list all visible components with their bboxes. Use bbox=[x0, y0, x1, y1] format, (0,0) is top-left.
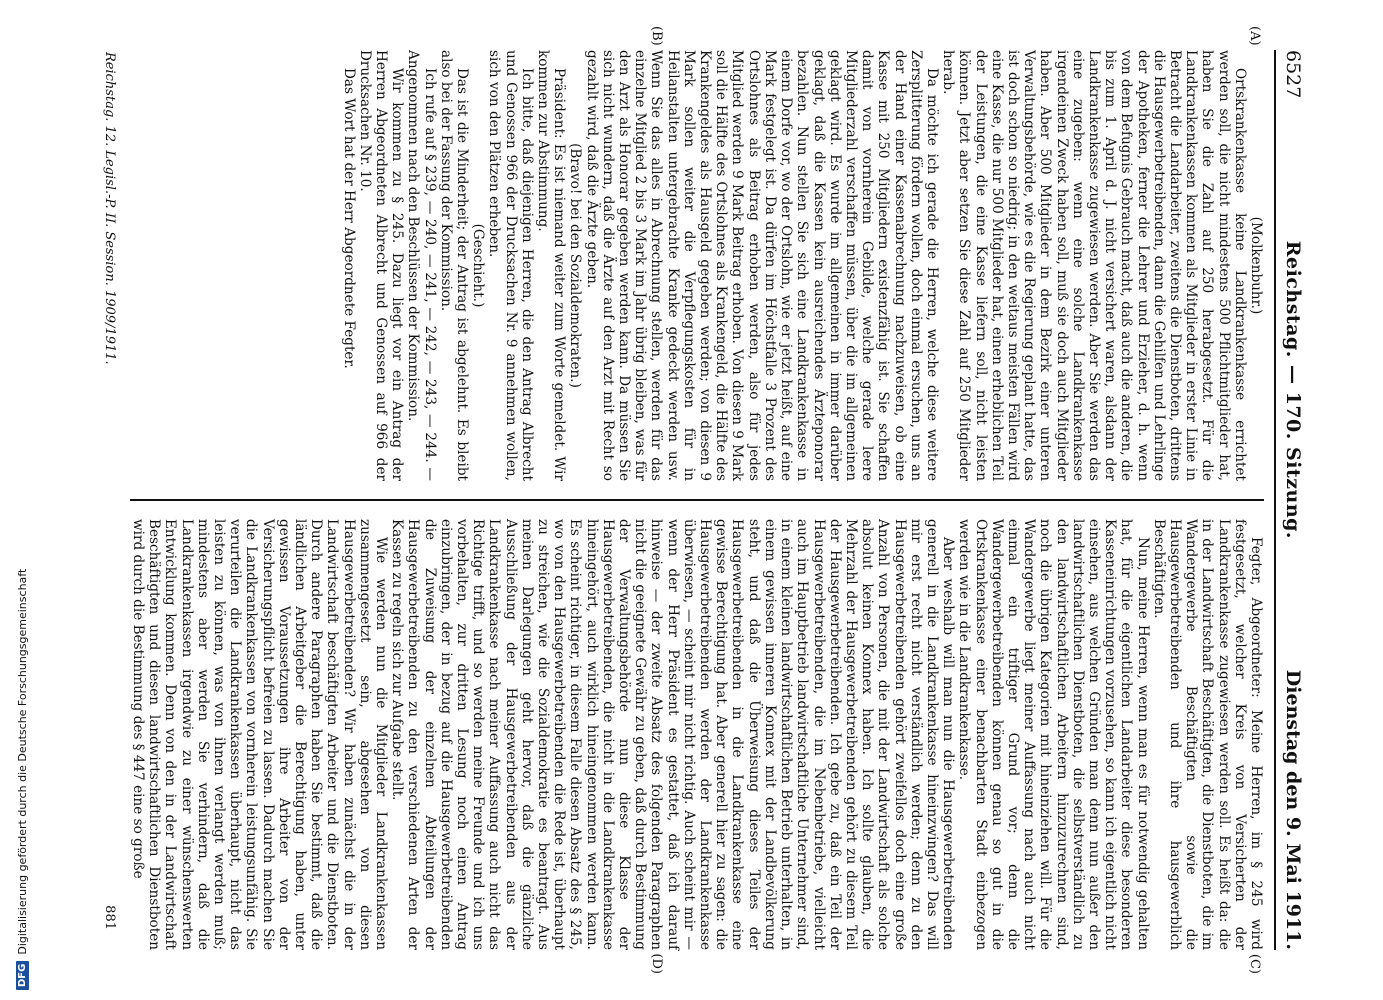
digitization-strip bbox=[0, 0, 40, 1000]
digitization-note: Digitalisierung gefördert durch die Deutsche Forschungsgemeinschaft bbox=[15, 568, 29, 955]
paragraph: Wir kommen zu § 245. Dazu liegt vor ein Antrag der Herren Abgeordneten Albrecht und Genossen auf 966 der Drucksachen Nr. 10. bbox=[356, 50, 406, 481]
paragraph: Da möchte ich gerade die Herren, welche diese weitere Zersplitterung fördern wollen, doch einmal ersuchen, uns an der Hand einer Kassenabrechnung nachzuweisen, ob eine Kasse mit 250 Mitgliedern existenzfähig ist. Sie schaffen damit von vornherein Gebilde, welche gerade leere Mitgliederzahl verschaffen müssen, über die im allgemeinen geklagt wird. Es wurde im allgemeinen in immer darüber geklagt, daß die Kassen kein ausreichendes Ärzteponorar bezahlen. Nun stellen Sie sich eine Landkrankenkasse in einem Dorfe vor, wo der Ortslohn, wie er jetzt heißt, auf eine Mark festgelegt ist. Da dürfen im Höchstfalle 3 Prozent des Ortslohnes als Beitrag erhoben werden, also für jedes Mitglied werden 9 Mark Beitrag erhoben. Von diesen 9 Mark soll die Hälfte des Ortslohnes als Krankengeld, die Hälfte des Krankengeldes als Hausgeld gegeben werden; von diesen 9 Mark sollen weiter die Verpflegungskosten für in Heilanstalten untergebrachte Kranke gedeckt werden usw. Wenn Sie das alles in Abrechnung stellen, werden für das einzelne Mitglied 2 bis 3 Mark im Jahr übrig bleiben, was für den Arzt als Honorar gegeben werden kann. Da müssen Sie sich nicht wundern, daß die Ärzte auf den Arzt mit Recht so gezahlt wird, daß die Ärzte geben. bbox=[583, 50, 940, 481]
paragraph: Ortskrankenkasse keine Landkrankenkasse errichtet werden soll, die nicht mindestens 500 Pflichtmitglieder hat, haben Sie die Zahl auf 250 herabgesetzt. Für die Landkrankenkassen kommen als Mitglieder in erster Linie in Betracht die Landarbeiter, zweitens die Dienstboten, drittens die Hausgewerbetreibenden, dann die Gehilfen und Lehrlinge der Apotheken, ferner die Lehrer und Erzieher, d. h. wenn von dem Befugnis Gebrauch macht, daß auch die anderen, die bis zum 1. April d. J. nicht versichert waren, alsdann der Landkrankenkasse zugewiesen werden. Aber Sie werden das eine zugeben: wenn eine solche Landkrankenkasse irgendeinen Zweck haben soll, muß sie doch auch Mitglieder haben. Aber 500 Mitglieder in dem Bezirk einer unteren Verwaltungsbehörde, wie es die Regierung geplant hatte, das ist doch schon so niedrig; in den weitaus meisten Fällen wird eine Kasse, die nur 500 Mitglieder hat, einen erheblichen Teil der Leistungen, die eine Kasse liefern soll, nicht leisten können. Jetzt aber setzen Sie diese Zahl auf 250 Mitglieder herab. bbox=[940, 50, 1248, 481]
session-date: Dienstag den 9. Mai 1911. bbox=[1282, 669, 1304, 950]
document-page bbox=[50, 0, 1340, 1000]
text-columns bbox=[129, 26, 1264, 974]
margin-letter-a: (A) bbox=[1247, 26, 1262, 46]
right-column bbox=[130, 519, 1264, 950]
left-column bbox=[130, 50, 1264, 481]
paragraph: Präsident: Es ist niemand weiter zum Worte gemeldet. Wir kommen zur Abstimmung. bbox=[535, 50, 568, 481]
column-divider bbox=[130, 499, 1264, 501]
paragraph: Ich bitte, daß diejenigen Herren, die den Antrag Albrecht und Genossen 966 der Drucksachen Nr. 9 annehmen wollen, sich von den Plätzen erheben. bbox=[486, 50, 535, 481]
stage-note: (Geschieht.) bbox=[470, 223, 487, 308]
applause-note: (Bravo! bei den Sozialdemokraten.) bbox=[567, 143, 584, 388]
session-title: Reichstag. — 170. Sitzung. bbox=[1282, 240, 1304, 540]
paragraph: Das ist die Minderheit; der Antrag ist abgelehnt. Es bleibt also bei der Fassung der Kommission. bbox=[437, 50, 471, 481]
paragraph: Fegter, Abgeordneter: Meine Herren, im § 245 wird festgesetzt, welcher Kreis von Versicherten der Landkrankenkasse zugewiesen werden soll. Es heißt da: die in der Landwirtschaft Beschäftigten, die Dienstboten, die im Wandergewerbe Beschäftigten sowie die Hausgewerbetreibenden und ihre hausgewerblich Beschäftigten. bbox=[1150, 519, 1264, 950]
paragraph: Ich rufe auf § 239, — 240, — 241, — 242, — 243, — 244. — Angenommen nach den Beschlüssen der Kommission. bbox=[405, 50, 438, 481]
dfg-logo-icon: DFG bbox=[16, 961, 29, 990]
print-number: 881 bbox=[102, 905, 117, 930]
margin-letter-b: (B) bbox=[649, 26, 664, 46]
paragraph: Wie werden nun die Mitglieder Landkrankenkassen zusammengesetzt sein, abgesehen von diesen Hausgewerbetreibenden? Wir haben zunächst die in der Landwirtschaft beschäftigten Arbeiter und die Dienstboten. Durch andere Paragraphen haben Sie bestimmt, daß die ländlichen Arbeitgeber die Berechtigung haben, unter gewissen Voraussetzungen ihre Arbeiter von der Versicherungspflicht befreien zu lassen. Dadurch machen Sie die Landkrankenkassen von vornherein leistungsunfähig. Sie verurteilen die Landkrankenkassen überhaupt, nicht das leisten zu können, was von ihnen verlangt werden muß; mindestens aber werden Sie verhindern, daß die Landkrankenkassen irgendwie zu einer wünschenswerten Entwicklung kommen. Denn von den in der Landwirtschaft Beschäftigten und diesen landwirtschaftlichen Dienstboten wird durch die Bestimmung des § 447 eine so große bbox=[129, 519, 390, 950]
margin-letter-c: (C) bbox=[1247, 953, 1262, 974]
page-header bbox=[1274, 50, 1304, 950]
paragraph: Nun, meine Herren, wenn man es für notwendig gehalten hat, für die eigentlichen Landarbeiter diese besonderen Kasseneinrichtungen vorzusehen, so kann ich eigentlich nicht einsehen, aus welchen Gründen man denn nun außer den landwirtschaftlichen Dienstboten, die selbstverständlich zu den landwirtschaftlichen Arbeitern hinzuzurechnen sind, noch die übrigen Kategorien mit hineinziehen will. Für die Wandergewerbe liegt meiner Auffassung nach auch nicht einmal ein triftiger Grund vor; denn die Wandergewerbetreibenden können genau so gut in die Ortskrankenkasse einer benachbarten Stadt einbezogen werden wie in die Landkrankenkasse. bbox=[956, 519, 1151, 950]
margin-letter-d: (D) bbox=[649, 953, 664, 974]
speaker-note: (Molkenbuhr.) bbox=[1248, 216, 1264, 315]
paragraph: Das Wort hat der Herr Abgeordnete Fegter. bbox=[340, 68, 357, 369]
footer-citation: Reichstag. 12. Legisl.-P. II. Session. 1909/1911. bbox=[102, 52, 117, 365]
paragraph: Aber weshalb will man nun die Hausgewerbetreibenden generell in die Landkrankenkasse hineinzwingen? Das will mir erst recht nicht verständlich werden; denn zu den Hausgewerbetreibenden gehört zweifellos doch eine große Anzahl von Personen, die mit der Landwirtschaft als solche absolut keinen Konnex haben. Ich sollte glauben, die Mehrzahl der Hausgewerbetreibenden gehört zu diesem Teil der Hausgewerbetreibenden. Ich gebe zu, daß ein Teil der Hausgewerbetreibenden, die im Nebenbetriebe, vielleicht auch im Hauptbetrieb landwirtschaftliche Unternehmer sind, in einem kleinen landwirtschaftlichen Betrieb unterhalten, in einem gewissen inneren Konnex mit der Landbevölkerung steht, und daß die Überweisung dieses Teiles der Hausgewerbetreibenden in die Landkrankenkasse eine gewisse Berechtigung hat. Aber generell hier zu sagen: die Hausgewerbetreibenden werden der Landkrankenkasse überwiesen, — scheint mir nicht richtig. Auch scheint mir — wenn der Herr Präsident es gestattet, daß ich darauf hinweise — der zweite Absatz des folgenden Paragraphen nicht die geeignete Gewähr zu geben, daß durch Bestimmung der Verwaltungsbehörde nun diese Klasse der Hausgewerbetreibenden, die nicht in die Landkrankenkasse hineingehört, auch wirklich hineingenommen werden kann. Es scheint richtiger, in diesem Falle diesen Absatz des § 245, wo von den Hausgewerbetreibenden die Rede ist, überhaupt zu streichen, wie die Sozialdemokratie es beantragt. Aus meinen Darlegungen geht hervor, daß die gänzliche Ausschließung der Hausgewerbetreibenden aus der Landkrankenkasse nach meiner Auffassung auch nicht das Richtige trifft, und so werden meine Freunde und ich uns vorbehalten, zur dritten Lesung noch einen Antrag einzubringen, der in bezug auf die Hausgewerbetreibenden die Zuweisung der einzelnen Abteilungen der Hausgewerbetreibenden zu den verschiedenen Arten der Kassen zu regeln sich zur Aufgabe stellt. bbox=[389, 519, 957, 950]
page-number: 6527 bbox=[1282, 50, 1304, 99]
